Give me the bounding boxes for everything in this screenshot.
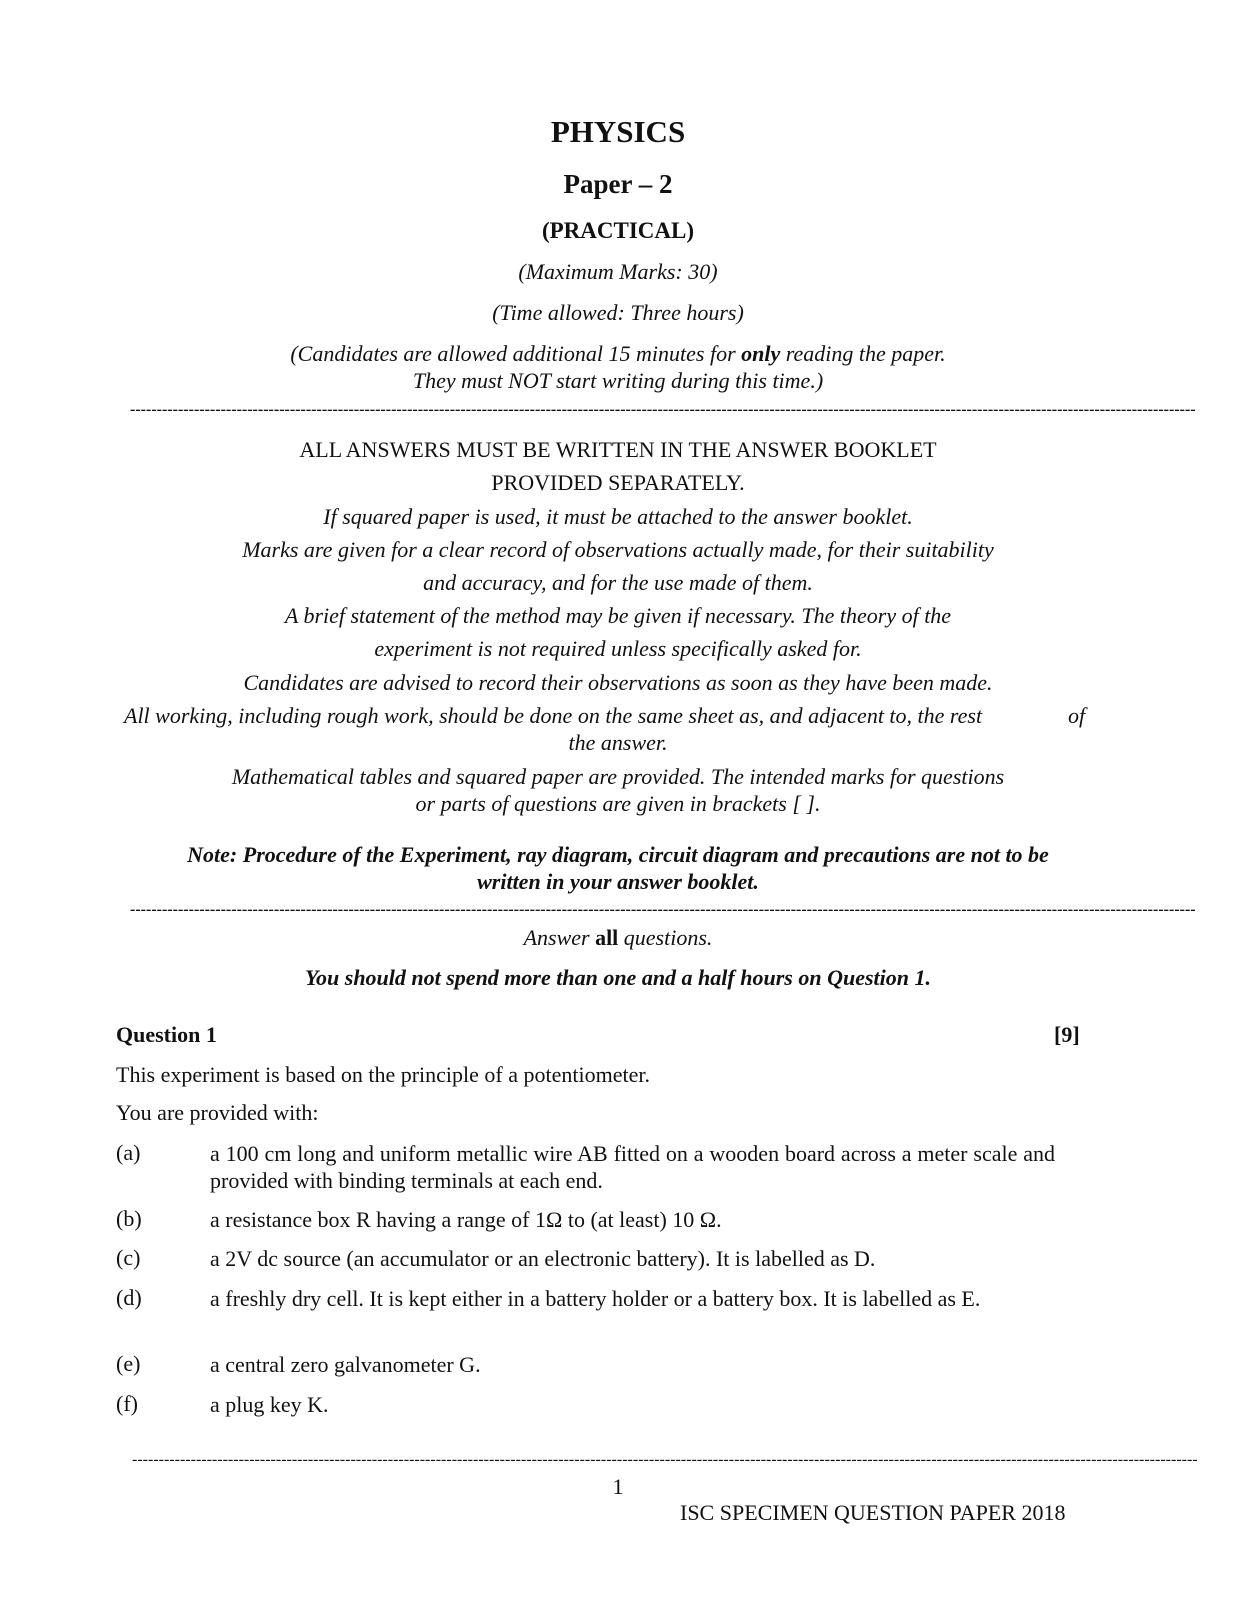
answer-all-instruction [0, 925, 1236, 951]
note-line-1: Note: Procedure of the Experiment, ray diagram, circuit diagram and precautions are not to be [187, 842, 1049, 867]
reading-text-a: (Candidates are allowed additional 15 minutes for [290, 341, 742, 366]
item-text-c: a 2V dc source (an accumulator or an electronic battery). It is labelled as D. [210, 1246, 876, 1271]
item-text-f: a plug key K. [210, 1392, 329, 1417]
item-text-d: a freshly dry cell. It is kept either in a battery holder or a battery box. It is labelled as E. [210, 1286, 981, 1311]
time-note: You should not spend more than one and a half hours on Question 1. [305, 965, 931, 990]
item-label-a: (a) [116, 1140, 141, 1165]
reading-time-line-1 [0, 341, 1236, 367]
separator-top: -------------------------------------------------------------------------------------------------------------------------------------------------------------------------------------------------------- [130, 401, 1196, 418]
item-text-b: a resistance box R having a range of 1Ω to (at least) 10 Ω. [210, 1207, 722, 1232]
instruction-answers-line-1: ALL ANSWERS MUST BE WRITTEN IN THE ANSWER BOOKLET [299, 437, 937, 462]
item-label-b: (b) [116, 1206, 142, 1231]
separator-footer: -------------------------------------------------------------------------------------------------------------------------------------------------------------------------------------------------------- [132, 1451, 1198, 1468]
time-allowed: (Time allowed: Three hours) [492, 300, 744, 325]
instruction-tables-line-2: or parts of questions are given in brackets [ ]. [415, 791, 821, 816]
item-text-a: a 100 cm long and uniform metallic wire AB fitted on a wooden board across a meter scale and provided with binding terminals at each end. [210, 1141, 1055, 1193]
instruction-marks-line-2: and accuracy, and for the use made of them. [423, 570, 813, 595]
reading-time-line-2: They must NOT start writing during this time.) [412, 368, 824, 393]
instruction-working-line-2: the answer. [568, 730, 668, 755]
instruction-method-line-2: experiment is not required unless specifically asked for. [374, 636, 862, 661]
instruction-working-line-1: All working, including rough work, should be done on the same sheet as, and adjacent to, the rest [124, 703, 983, 728]
instruction-working-of: of [1068, 703, 1086, 728]
question-title: Question 1 [116, 1022, 217, 1047]
max-marks: (Maximum Marks: 30) [518, 259, 718, 284]
item-label-d: (d) [116, 1285, 142, 1310]
instruction-answers-line-2: PROVIDED SEPARATELY. [491, 470, 745, 495]
reading-text-c: reading the paper. [780, 341, 946, 366]
reading-text-only: only [741, 341, 781, 366]
paper-type: (PRACTICAL) [541, 218, 695, 243]
item-label-e: (e) [116, 1351, 141, 1376]
instruction-method-line-1: A brief statement of the method may be given if necessary. The theory of the [284, 603, 952, 628]
note-line-2: written in your answer booklet. [477, 869, 759, 894]
item-label-f: (f) [116, 1391, 138, 1416]
page-number: 1 [612, 1474, 624, 1499]
instruction-tables-line-1: Mathematical tables and squared paper are provided. The intended marks for questions [231, 764, 1005, 789]
question-intro: This experiment is based on the principle of a potentiometer. [116, 1062, 650, 1087]
instruction-squared-paper: If squared paper is used, it must be attached to the answer booklet. [323, 504, 913, 529]
item-text-e: a central zero galvanometer G. [210, 1352, 481, 1377]
subject-title: PHYSICS [550, 114, 686, 149]
separator-middle: -------------------------------------------------------------------------------------------------------------------------------------------------------------------------------------------------------- [130, 901, 1196, 918]
instruction-marks-line-1: Marks are given for a clear record of observations actually made, for their suitability [242, 537, 994, 562]
answer-all-b: all [595, 925, 619, 950]
instruction-observations: Candidates are advised to record their observations as soon as they have been made. [243, 670, 993, 695]
question-provided: You are provided with: [116, 1100, 319, 1125]
answer-all-a: Answer [523, 925, 596, 950]
answer-all-c: questions. [618, 925, 713, 950]
footer-paper-name: ISC SPECIMEN QUESTION PAPER 2018 [680, 1500, 1066, 1525]
paper-number: Paper – 2 [563, 169, 673, 199]
item-label-c: (c) [116, 1245, 141, 1270]
question-marks: [9] [1054, 1022, 1080, 1047]
